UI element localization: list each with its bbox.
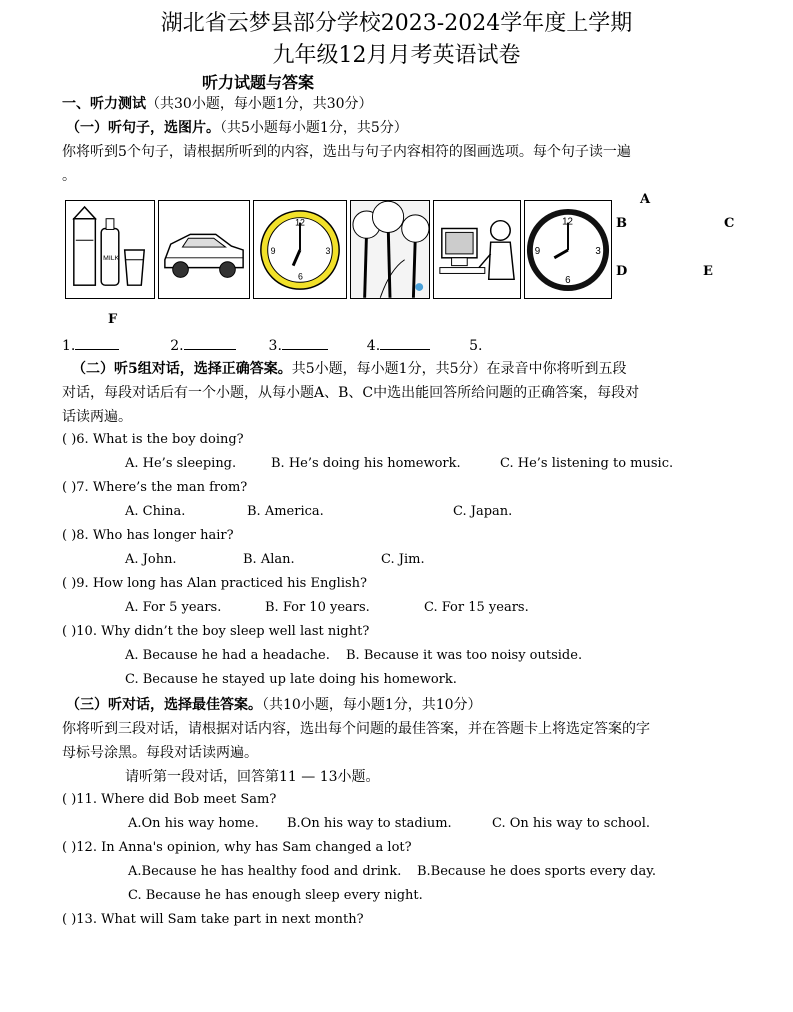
q11-option-b: B.On his way to stadium. [287, 816, 452, 831]
picture-clock-black [524, 200, 612, 299]
part2-instruction-a: 共5小题，每小题1分，共5分）在录音中你将听到五段 [291, 361, 627, 377]
svg-text:3: 3 [595, 245, 601, 257]
picture-letter-d: D [616, 264, 628, 279]
svg-text:6: 6 [298, 271, 303, 282]
part1-label: （一）听句子，选图片。 [66, 120, 220, 136]
exam-title-line2: 九年级12月月考英语试卷 [272, 43, 521, 68]
question-text: 7. Where’s the man from? [76, 480, 248, 495]
part1-heading-line [66, 117, 408, 139]
svg-text:MILK: MILK [103, 254, 120, 262]
q9-option-b: B. For 10 years. [265, 600, 370, 615]
picture-girl-computer [433, 200, 521, 299]
question-11 [62, 792, 276, 807]
q10-option-c: C. Because he stayed up late doing his homework. [125, 672, 457, 687]
q8-option-c: C. Jim. [381, 552, 425, 567]
q12-option-a: A.Because he has healthy food and drink. [128, 864, 402, 879]
part3-heading-line [66, 694, 482, 716]
svg-text:12: 12 [295, 217, 305, 228]
answer-blanks-row [62, 335, 482, 357]
svg-text:9: 9 [534, 245, 541, 257]
question-8 [62, 528, 234, 543]
picture-milk-juice [65, 200, 155, 299]
answer-paren[interactable]: ( ) [62, 480, 77, 495]
q10-option-b: B. Because it was too noisy outside. [346, 648, 583, 663]
q12-option-c: C. Because he has enough sleep every night. [128, 888, 423, 903]
picture-letter-c: C [724, 216, 735, 231]
question-text: 9. How long has Alan practiced his English? [76, 576, 368, 591]
answer-blank-3[interactable] [282, 349, 328, 350]
question-text: 10. Why didn’t the boy sleep well last night? [76, 624, 370, 639]
answer-paren[interactable]: ( ) [62, 912, 77, 927]
part2-instruction-c: 话读两遍。 [62, 409, 132, 425]
question-text: 8. Who has longer hair? [76, 528, 234, 543]
answer-paren[interactable]: ( ) [62, 624, 77, 639]
picture-letter-f: F [108, 312, 118, 327]
q11-option-c: C. On his way to school. [492, 816, 651, 831]
picture-letter-b: B [616, 216, 627, 231]
svg-text:9: 9 [270, 245, 276, 256]
part3-instruction-b: 母标号涂黑。每段对话读两遍。 [62, 745, 258, 761]
q7-option-c: C. Japan. [453, 504, 513, 519]
picture-letter-a: A [640, 192, 651, 207]
q7-option-a: A. China. [125, 504, 186, 519]
exam-title-line1: 湖北省云梦县部分学校2023-2024学年度上学期 [160, 11, 633, 36]
part1-instruction: 你将听到5个句子，请根据所听到的内容，选出与句子内容相符的图画选项。每个句子读一遍 [62, 144, 631, 160]
q9-option-a: A. For 5 years. [125, 600, 222, 615]
exam-subtitle: 听力试题与答案 [202, 73, 315, 92]
answer-blank-1[interactable] [75, 349, 119, 350]
question-text: 11. Where did Bob meet Sam? [76, 792, 277, 807]
part3-instruction-a: 你将听到三段对话，请根据对话内容，选出每个问题的最佳答案，并在答题卡上将选定答案的字 [62, 721, 650, 737]
blank-label-3: 3. [268, 338, 282, 354]
q6-option-c: C. He’s listening to music. [500, 456, 674, 471]
q10-option-a: A. Because he had a headache. [125, 648, 330, 663]
blank-label-4: 4. [366, 338, 381, 354]
answer-paren[interactable]: ( ) [62, 792, 77, 807]
part3-group-intro: 请听第一段对话，回答第11 — 13小题。 [125, 769, 380, 785]
part2-instruction-b: 对话，每段对话后有一个小题，从每小题A、B、C中选出能回答所给问题的正确答案，每段对 [62, 385, 640, 401]
q9-option-c: C. For 15 years. [424, 600, 529, 615]
question-6 [62, 432, 244, 447]
question-text: 6. What is the boy doing? [76, 432, 244, 447]
q6-option-b: B. He’s doing his homework. [271, 456, 461, 471]
blank-label-5: 5. [469, 338, 483, 354]
question-9 [62, 576, 367, 591]
q12-option-b: B.Because he does sports every day. [417, 864, 656, 879]
section1-heading-note: （共30小题，每小题1分，共30分） [146, 96, 373, 112]
answer-paren[interactable]: ( ) [62, 432, 77, 447]
q11-option-a: A.On his way home. [128, 816, 259, 831]
q8-option-a: A. John. [125, 552, 177, 567]
picture-forest [350, 200, 430, 299]
question-12 [62, 840, 412, 855]
svg-text:6: 6 [565, 275, 571, 287]
question-text: 13. What will Sam take part in next month? [76, 912, 364, 927]
section1-heading-line [62, 93, 373, 115]
question-13 [62, 912, 364, 927]
svg-text:12: 12 [562, 216, 574, 228]
picture-car [158, 200, 250, 299]
part1-instruction-end: 。 [62, 168, 76, 184]
part3-label: （三）听对话，选择最佳答案。 [66, 697, 262, 713]
part2-label: （二）听5组对话，选择正确答案。 [72, 361, 292, 377]
q6-option-a: A. He’s sleeping. [125, 456, 237, 471]
section1-heading: 一、听力测试 [62, 96, 146, 112]
svg-text:3: 3 [325, 245, 331, 256]
question-7 [62, 480, 247, 495]
answer-paren[interactable]: ( ) [62, 840, 77, 855]
blank-label-1: 1. [62, 338, 76, 354]
blank-label-2: 2. [170, 338, 184, 354]
answer-paren[interactable]: ( ) [62, 528, 77, 543]
answer-blank-2[interactable] [184, 349, 236, 350]
question-text: 12. In Anna's opinion, why has Sam changed a lot? [76, 840, 412, 855]
q8-option-b: B. Alan. [243, 552, 295, 567]
question-10 [62, 624, 369, 639]
part3-note: （共10小题，每小题1分，共10分） [262, 697, 482, 713]
answer-paren[interactable]: ( ) [62, 576, 77, 591]
picture-letter-e: E [703, 264, 713, 279]
part1-note: （共5小题每小题1分，共5分） [220, 120, 408, 136]
part2-heading-line [72, 358, 626, 380]
picture-clock-yellow [253, 200, 347, 299]
answer-blank-4[interactable] [380, 349, 430, 350]
q7-option-b: B. America. [247, 504, 324, 519]
